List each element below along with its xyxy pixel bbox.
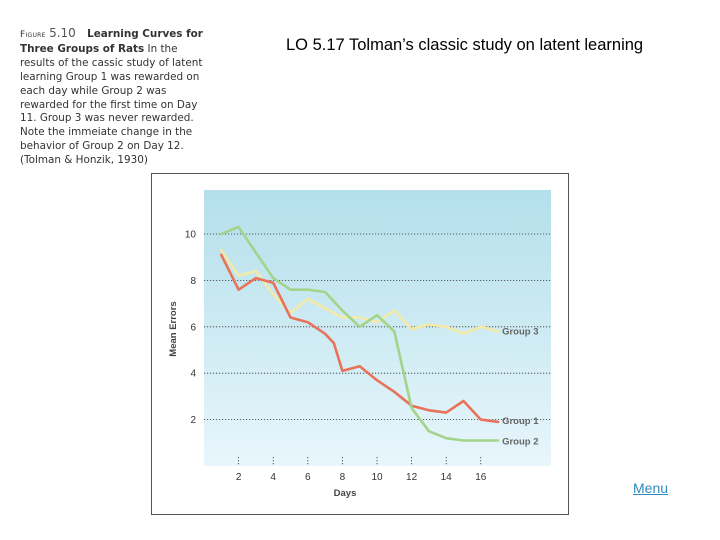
y-tick-label: 4	[190, 368, 196, 380]
y-axis-label: Mean Errors	[168, 301, 179, 357]
figure-title: Learning Curves for Three Groups of Rats	[20, 28, 203, 55]
figure-label: Figure	[20, 30, 46, 40]
x-tick-label: 10	[371, 472, 383, 483]
x-tick-label: 2	[235, 472, 242, 483]
x-tick-label: 14	[440, 472, 452, 483]
figure-caption	[20, 27, 206, 168]
y-tick-label: 2	[190, 415, 196, 427]
legend-label: Group 2	[502, 436, 539, 448]
figure-number: 5.10	[49, 26, 76, 40]
figure-body: In the results of the cassic study of latent learning Group 1 was rewarded on each day while Group 2 was rewarded for the first time on Day 11. Group 3 was never rewarded. Note the immeiate change in the behavior of Group 2 on Day 12. (Tolman & Honzik, 1930)	[20, 42, 203, 167]
x-tick-label: 6	[305, 472, 311, 483]
menu-link[interactable]: Menu	[633, 480, 669, 496]
y-tick-label: 6	[190, 322, 196, 334]
learning-curves-chart	[152, 174, 568, 514]
x-axis-label: Days	[333, 488, 357, 499]
chart-frame	[151, 173, 569, 515]
y-tick-label: 10	[184, 229, 196, 241]
legend-label: Group 1	[502, 415, 539, 427]
x-tick-label: 8	[339, 472, 346, 483]
y-tick-label: 8	[190, 275, 196, 287]
plot-background	[204, 190, 551, 466]
slide-title: LO 5.17 Tolman’s classic study on latent learning	[286, 36, 644, 54]
x-tick-label: 16	[475, 472, 487, 483]
legend-label: Group 3	[502, 326, 539, 338]
x-tick-label: 4	[270, 472, 276, 483]
x-tick-label: 12	[406, 472, 418, 483]
